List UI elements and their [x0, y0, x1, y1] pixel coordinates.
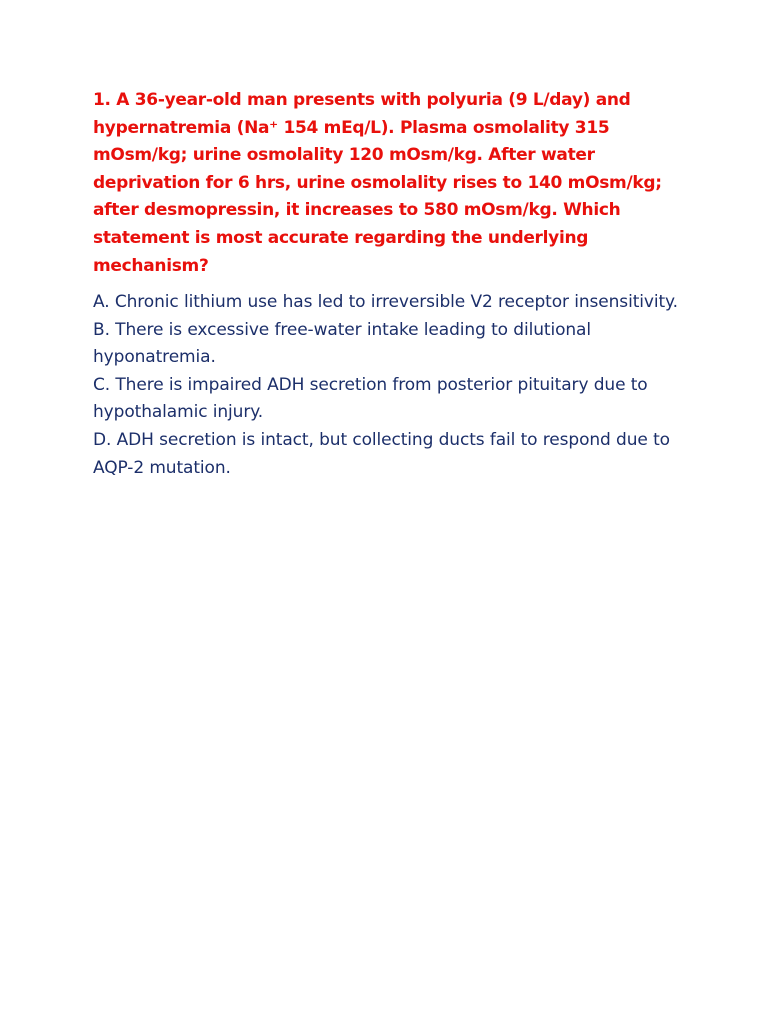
answer-option-a: A. Chronic lithium use has led to irreversible V2 receptor insensitivity.: [93, 292, 678, 312]
answer-option-c: C. There is impaired ADH secretion from posterior pituitary due to hypothalamic injury.: [93, 374, 648, 423]
question-text: 1. A 36-year-old man presents with polyuria (9 L/day) and hypernatremia (Na⁺ 154 mEq/L). Plasma osmolality 315 mOsm/kg; urine osmolality 120 mOsm/kg. After water deprivation for 6 hrs, urine osmolality rises to 140 mOsm/kg; after desmopressin, it increases to 580 mOsm/kg. Which statement is most accurate regarding the underlying mechanism?: [93, 90, 662, 276]
answer-option-b: B. There is excessive free-water intake leading to dilutional hyponatremia.: [93, 319, 591, 368]
answer-option-d: D. ADH secretion is intact, but collecting ducts fail to respond due to AQP-2 mutation.: [93, 429, 670, 478]
answer-options-list: [93, 289, 683, 482]
